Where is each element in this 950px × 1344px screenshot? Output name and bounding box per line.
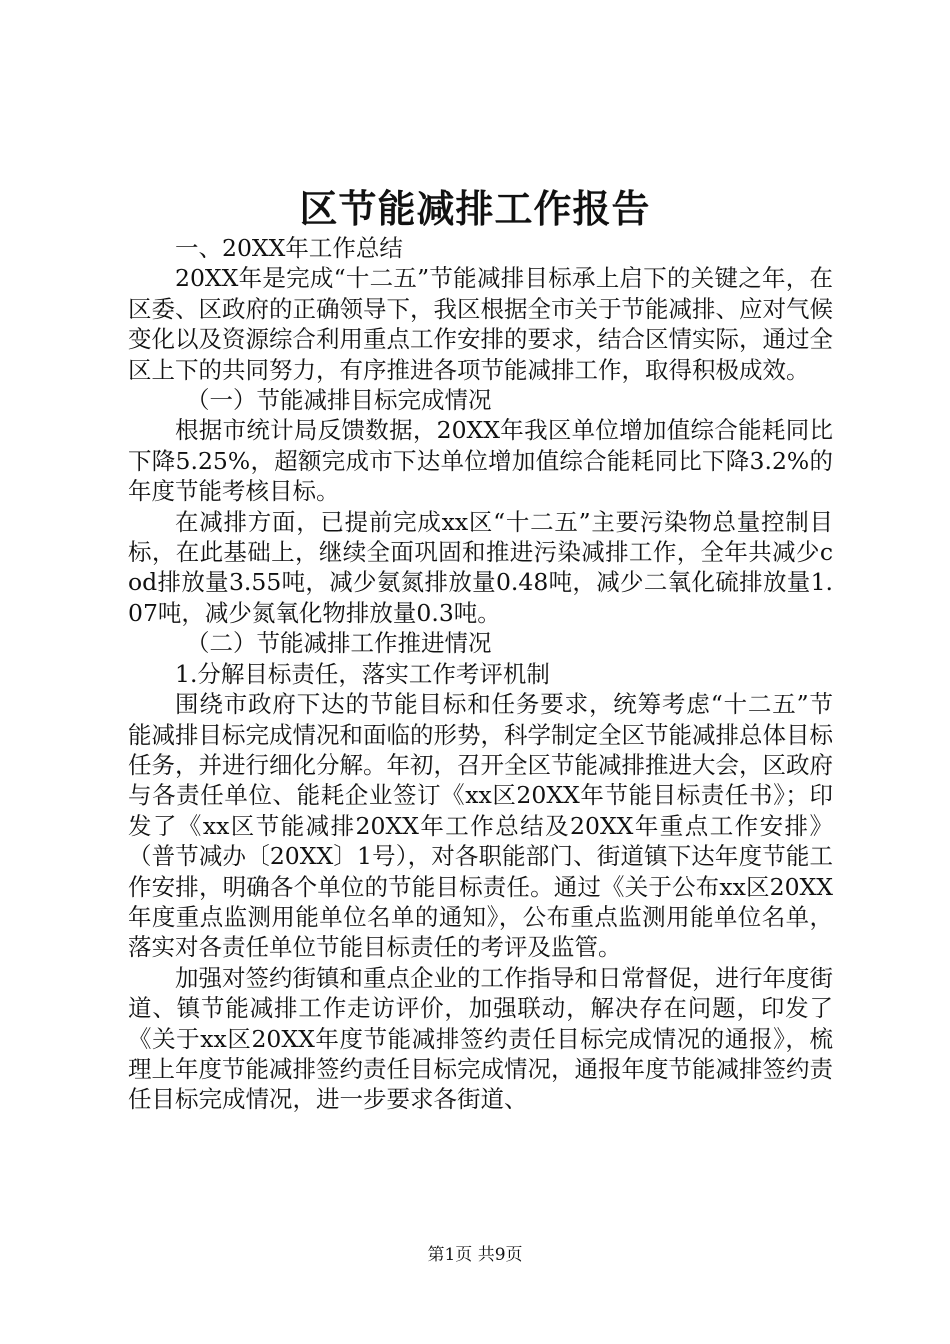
document-title: 区节能减排工作报告 bbox=[299, 186, 651, 231]
paragraph-emission-reduction: 在减排方面，已提前完成xx区“十二五”主要污染物总量控制目标，在此基础上，继续全面巩固和推进污染减排工作，全年共减少cod排放量3.55吨，减少氨氮排放量0.48吨，减少二氧化硫排放量1.07吨，减少氮氧化物排放量0.3吨。 bbox=[128, 507, 833, 627]
subsection-heading-progress: （二）节能减排工作推进情况 bbox=[186, 629, 492, 658]
section-heading-summary: 一、20XX年工作总结 bbox=[175, 234, 403, 262]
page-footer: 第1页 共9页 bbox=[427, 1245, 523, 1265]
paragraph-supervision: 加强对签约街镇和重点企业的工作指导和日常督促，进行年度街道、镇节能减排工作走访评价，加强联动，解决存在问题，印发了《关于xx区20XX年度节能减排签约责任目标完成情况的通报》，梳理上年度节能减排签约责任目标完成情况，通报年度节能减排签约责任目标完成情况，进一步要求各街道、 bbox=[128, 963, 833, 1114]
paragraph-energy-data: 根据市统计局反馈数据，20XX年我区单位增加值综合能耗同比下降5.25%，超额完成市下达单位增加值综合能耗同比下降3.2%的年度节能考核目标。 bbox=[128, 416, 833, 506]
paragraph-responsibility: 围绕市政府下达的节能目标和任务要求，统筹考虑“十二五”节能减排目标完成情况和面临的形势，科学制定全区节能减排总体目标任务，并进行细化分解。年初，召开全区节能减排推进大会，区政府与各责任单位、能耗企业签订《xx区20XX年节能目标责任书》；印发了《xx区节能减排20XX年工作总结及20XX年重点工作安排》（普节减办〔20XX〕1号），对各职能部门、街道镇下达年度节能工作安排，明确各个单位的节能目标责任。通过《关于公布xx区20XX年度重点监测用能单位名单的通知》，公布重点监测用能单位名单，落实对各责任单位节能目标责任的考评及监管。 bbox=[128, 690, 833, 962]
paragraph-intro: 20XX年是完成“十二五”节能减排目标承上启下的关键之年，在区委、区政府的正确领导下，我区根据全市关于节能减排、应对气候变化以及资源综合利用重点工作安排的要求，结合区情实际，通过全区上下的共同努力，有序推进各项节能减排工作，取得积极成效。 bbox=[128, 264, 833, 384]
item-heading-responsibility: 1.分解目标责任，落实工作考评机制 bbox=[175, 659, 550, 688]
subsection-heading-targets: （一）节能减排目标完成情况 bbox=[186, 386, 492, 415]
document-body bbox=[128, 233, 833, 1115]
